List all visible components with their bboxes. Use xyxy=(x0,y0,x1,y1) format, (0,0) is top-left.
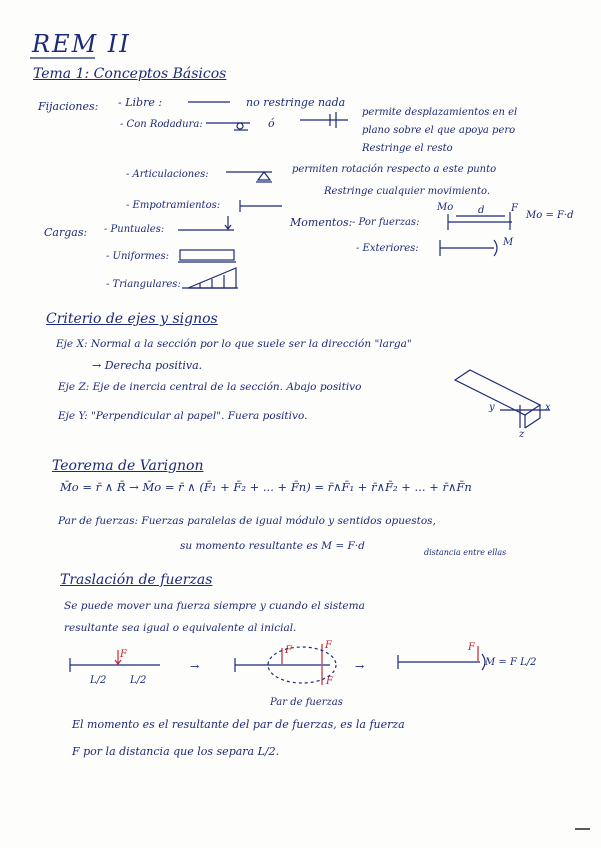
d-label: d xyxy=(478,205,485,216)
axis-x-label: x xyxy=(545,402,551,413)
momentos-label: Momentos: xyxy=(290,216,353,229)
translation-diagram-2 xyxy=(235,644,336,685)
mo-formula: Mo = F·d xyxy=(526,210,574,221)
cargas-label: Cargas: xyxy=(44,226,88,239)
varignon-heading: Teorema de Varignon xyxy=(52,458,204,474)
puntuales-label: - Puntuales: xyxy=(104,224,165,235)
triangulares-label: - Triangulares: xyxy=(106,279,181,290)
beam-axes-icon xyxy=(455,370,550,428)
fixed-support-icon xyxy=(240,200,282,212)
empotramientos-label: - Empotramientos: xyxy=(126,200,221,211)
rodadura-desc-1: permite desplazamientos en el xyxy=(362,107,518,118)
external-moment-icon xyxy=(440,240,497,256)
axis-y-label: y xyxy=(489,402,495,413)
traslacion-heading: Traslación de fuerzas xyxy=(60,572,213,588)
eje-x-line-2: → Derecha positiva. xyxy=(92,359,203,372)
diag3-f-label: F xyxy=(468,642,475,653)
f-label: F xyxy=(511,203,518,214)
diag1-l2-right: L/2 xyxy=(130,675,147,686)
conclusion-line-2: F por la distancia que los separa L/2. xyxy=(72,745,280,758)
par-note: distancia entre ellas xyxy=(424,548,507,557)
libre-label: - Libre : xyxy=(118,96,163,109)
fijaciones-label: Fijaciones: xyxy=(38,100,99,113)
mo-label: Mo xyxy=(437,202,454,213)
document-title: REM II xyxy=(32,30,131,58)
triangular-load-icon xyxy=(182,268,238,288)
rodadura-desc-3: Restringe el resto xyxy=(362,143,453,154)
criterio-heading: Criterio de ejes y signos xyxy=(46,311,218,327)
diag2-f-label-2: F xyxy=(325,640,332,651)
con-rodadura-label: - Con Rodadura: xyxy=(120,119,203,130)
translation-diagram-1 xyxy=(70,650,160,672)
diag2-f-label-1: F xyxy=(285,645,292,656)
articulaciones-desc: permiten rotación respecto a este punto xyxy=(292,164,497,175)
diag1-f-label: F xyxy=(120,649,127,660)
roller-support-icon xyxy=(206,123,250,130)
diag2-f-label-3: F xyxy=(326,676,333,687)
par-line-1: Par de fuerzas: Fuerzas paralelas de igual módulo y sentidos opuestos, xyxy=(58,515,436,527)
conclusion-line-1: El momento es el resultante del par de fuerzas, es la fuerza xyxy=(72,718,405,731)
translation-diagram-3 xyxy=(398,646,485,670)
traslacion-line-2: resultante sea igual o equivalente al inicial. xyxy=(64,622,297,634)
varignon-formula: M̄o = r̄ ∧ R̄ → M̄o = r̄ ∧ (F̄₁ + F̄₂ + ... + F̄n) = r̄∧F̄₁ + r̄∧F̄₂ + ... + r̄∧F̄n xyxy=(60,480,472,494)
libre-desc: no restringe nada xyxy=(246,96,346,109)
par-de-fuerzas-label: Par de fuerzas xyxy=(270,697,343,708)
diag-arrow-1: → xyxy=(190,660,200,673)
par-line-2: su momento resultante es M = F·d xyxy=(180,540,365,552)
axis-z-label: z xyxy=(519,429,525,440)
moment-by-force-icon xyxy=(448,212,512,230)
o-label: ó xyxy=(268,117,275,130)
diag-arrow-2: → xyxy=(355,660,365,673)
pin-support-icon xyxy=(226,172,272,182)
por-fuerzas-label: - Por fuerzas: xyxy=(352,217,420,228)
exteriores-label: - Exteriores: xyxy=(356,243,419,254)
articulaciones-label: - Articulaciones: xyxy=(126,169,209,180)
uniform-load-icon xyxy=(178,250,236,262)
m-label: M xyxy=(503,237,514,248)
point-load-icon xyxy=(178,216,234,230)
diag1-l2-left: L/2 xyxy=(90,675,107,686)
diag3-m-label: M = F L/2 xyxy=(485,657,537,668)
eje-x-line-1: Eje X: Normal a la sección por lo que suele ser la dirección "larga" xyxy=(56,338,412,350)
rodadura-desc-2: plano sobre el que apoya pero xyxy=(362,125,516,136)
roller-support-wall-icon xyxy=(300,112,348,128)
tema-heading: Tema 1: Conceptos Básicos xyxy=(33,66,227,82)
eje-y-line: Eje Y: "Perpendicular al papel". Fuera positivo. xyxy=(58,410,308,422)
uniformes-label: - Uniformes: xyxy=(106,251,170,262)
eje-z-line: Eje Z: Eje de inercia central de la sección. Abajo positivo xyxy=(58,381,362,393)
empotramientos-desc: Restringe cualquier movimiento. xyxy=(324,186,491,197)
traslacion-line-1: Se puede mover una fuerza siempre y cuando el sistema xyxy=(64,600,365,612)
